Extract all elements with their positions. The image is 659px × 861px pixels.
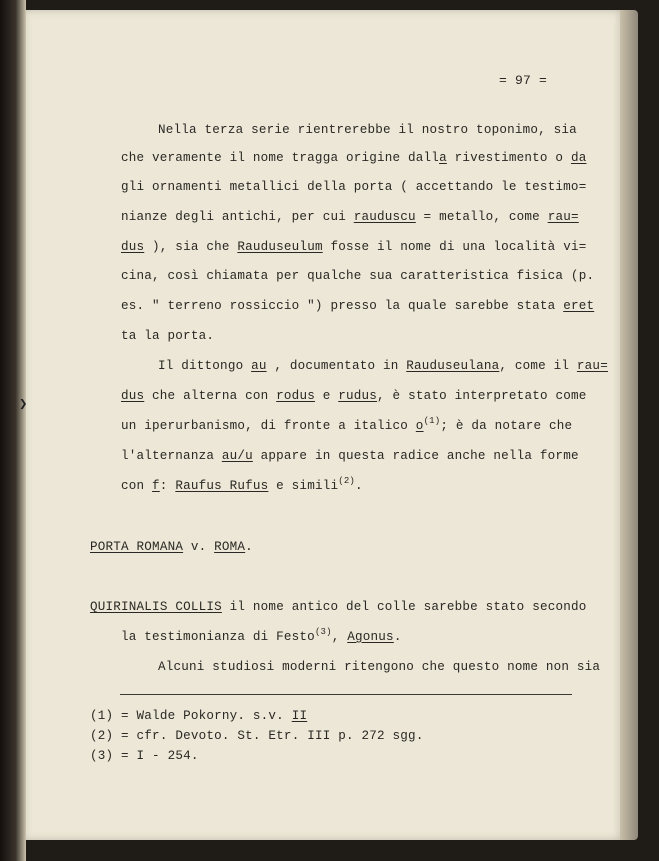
para1-line5-d: fosse il nome di una località vi= [322, 240, 587, 254]
para1-line3: gli ornamenti metallici della porta ( accettando le testimo= [121, 180, 587, 194]
porta-romana-v: v. [183, 540, 215, 554]
para1-line2-b: a [439, 151, 447, 165]
para2-line1-b: au [251, 359, 267, 373]
para2-line4 [121, 449, 579, 463]
para1-line2-d: da [570, 151, 587, 165]
footnote-rule [120, 694, 572, 695]
para1-line7 [121, 299, 594, 313]
footnote-1 [90, 709, 307, 723]
para2-line4-b: au/u [221, 449, 253, 463]
para2-line2 [121, 389, 587, 403]
para2-line5-f: . [355, 479, 363, 493]
entry-quirinalis-line2 [121, 627, 402, 644]
para2-line2-a: dus [121, 389, 145, 403]
para2-line5-d: Raufus Rufus [175, 479, 269, 493]
footnote-2: (2) = cfr. Devoto. St. Etr. III p. 272 sgg. [90, 729, 424, 743]
para2-line2-e: rudus [338, 389, 378, 403]
footnote-ref-3: (3) [314, 627, 332, 637]
page-number: = 97 = [499, 73, 548, 88]
para1-line5-b: ), sia che [144, 240, 238, 254]
para2-line2-b: che alterna con [144, 389, 277, 403]
para1-line5-a: dus [121, 240, 145, 254]
entry-quirinalis-line3: Alcuni studiosi moderni ritengono che questo nome non sia [158, 660, 601, 674]
para1-line7-b: eret [563, 299, 595, 313]
book-spine [0, 0, 26, 861]
para1-line4-a: nianze degli antichi, per cui [121, 210, 354, 224]
para1-line2-c: rivestimento o [446, 151, 571, 165]
para1-line6: cina, così chiamata per qualche sua caratteristica fisica (p. [121, 269, 595, 283]
entry-quirinalis-line1 [90, 600, 587, 614]
para1-line4-c: = metallo, come [415, 210, 548, 224]
para2-line5-a: con [121, 479, 153, 493]
para2-line5-e: e simili [268, 479, 339, 493]
quirinalis-line2-b: , [331, 630, 348, 644]
para1-line7-a: es. " terreno rossiccio ") presso la quale sarebbe stata [121, 299, 564, 313]
para1-line2-a: che veramente il nome tragga origine dall [121, 151, 440, 165]
footnote-ref-1: (1) [423, 416, 441, 426]
para2-line5-c: : [159, 479, 176, 493]
para1-line5-c: Rauduseulum [237, 240, 323, 254]
para2-line2-d: e [314, 389, 339, 403]
para2-line5 [121, 476, 363, 493]
footnote-1-roman: II [291, 709, 308, 723]
binding-mark: ❯ [19, 397, 28, 413]
para2-line1-a: Il dittongo [158, 359, 252, 373]
para2-line1-d: Rauduseulana [406, 359, 500, 373]
para1-line1: Nella terza serie rientrerebbe il nostro toponimo, sia [158, 123, 577, 137]
para1-line5 [121, 240, 586, 254]
footnote-3: (3) = I - 254. [90, 749, 199, 763]
para2-line4-c: appare in questa radice anche nella forme [252, 449, 579, 463]
para2-line2-f: , è stato interpretato come [377, 389, 587, 403]
para2-line2-c: rodus [276, 389, 315, 403]
para2-line1 [158, 359, 608, 373]
porta-romana-head: PORTA ROMANA [90, 540, 184, 554]
para2-line1-f: rau= [576, 359, 608, 373]
para2-line3-b: o [415, 419, 424, 433]
para2-line1-e: , come il [499, 359, 577, 373]
footnote-ref-2: (2) [338, 476, 356, 486]
para2-line5-b: f [152, 479, 160, 493]
quirinalis-line1-b: il nome antico del colle sarebbe stato secondo [221, 600, 587, 614]
quirinalis-line2-d: . [393, 630, 402, 644]
para2-line1-c: , documentato in [266, 359, 407, 373]
porta-romana-dot: . [245, 540, 253, 554]
para1-line4-b: rauduscu [353, 210, 416, 224]
footnote-1-text: (1) = Walde Pokorny. s.v. [90, 709, 292, 723]
para1-line4 [121, 210, 579, 224]
entry-porta-romana [90, 540, 253, 554]
quirinalis-agonus: Agonus [347, 630, 394, 644]
para2-line3 [121, 416, 573, 433]
para2-line3-c: ; è da notare che [440, 419, 573, 433]
para1-line4-d: rau= [547, 210, 579, 224]
para2-line4-a: l'alternanza [121, 449, 222, 463]
para1-line8: ta la porta. [121, 329, 215, 343]
quirinalis-head: QUIRINALIS COLLIS [90, 600, 222, 614]
porta-romana-ref: ROMA [214, 540, 246, 554]
quirinalis-line2-a: la testimonianza di Festo [121, 630, 315, 644]
para2-line3-a: un iperurbanismo, di fronte a italico [121, 419, 416, 433]
para1-line2 [121, 151, 586, 165]
